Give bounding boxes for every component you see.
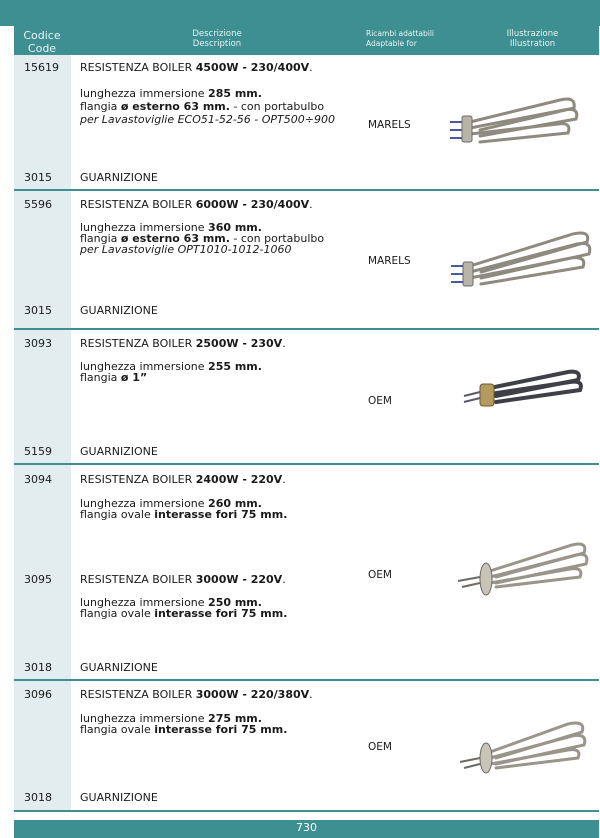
row1-compat-text: per Lavastoviglie ECO51-52-56 - OPT500÷900 (80, 113, 335, 126)
header-adaptable (366, 29, 466, 49)
row1-adaptable: MARELS (368, 119, 411, 131)
row5-gasket-code: 3018 (24, 791, 52, 804)
row5-gasket-label: GUARNIZIONE (80, 791, 158, 804)
header-description (72, 29, 362, 49)
row3-title-end: . (282, 337, 286, 350)
row1-length (80, 88, 370, 99)
header-desc-it: Descrizione (192, 29, 242, 39)
row2-title-text: RESISTENZA BOILER (80, 198, 196, 211)
row4-gasket-code: 3018 (24, 661, 52, 674)
heating-element-image (452, 712, 592, 777)
row1-flange-label: flangia (80, 100, 121, 113)
row4-adaptable: OEM (368, 569, 392, 581)
row4b-flange-value: interasse fori 75 mm. (154, 607, 288, 620)
row3-length-value: 255 mm. (208, 360, 262, 373)
row4-length-label: lunghezza immersione (80, 497, 209, 510)
header-code (14, 29, 70, 55)
row3-flange (80, 372, 370, 383)
row1-flange-value: ø esterno 63 mm. (120, 100, 230, 113)
row-separator (14, 679, 599, 681)
top-band (0, 0, 600, 26)
heating-element-image (440, 86, 590, 161)
heating-element-image (450, 535, 590, 600)
row-separator (14, 328, 599, 330)
row3-length-label: lunghezza immersione (80, 360, 209, 373)
row3-flange-value: ø 1” (120, 371, 148, 384)
row1-title-spec: 4500W - 230/400V (195, 61, 310, 74)
row3-title (80, 338, 370, 349)
row5-length-label: lunghezza immersione (80, 712, 209, 725)
row5-title-text: RESISTENZA BOILER (80, 688, 196, 701)
row4b-title-text: RESISTENZA BOILER (80, 573, 196, 586)
row1-flange (80, 101, 370, 112)
row5-title-end: . (309, 688, 313, 701)
row4b-title-spec: 3000W - 220V (195, 573, 283, 586)
row-separator (14, 463, 599, 465)
header-code-en: Code (27, 42, 57, 55)
row2-title-end: . (309, 198, 313, 211)
table-header (14, 26, 599, 55)
row1-length-label: lunghezza immersione (80, 87, 209, 100)
row4b-flange-label: flangia ovale (80, 607, 155, 620)
row2-flange-extra: - con portabulbo (229, 232, 325, 245)
row2-title (80, 199, 370, 210)
row2-flange-value: ø esterno 63 mm. (120, 232, 230, 245)
row3-flange-label: flangia (80, 371, 121, 384)
row3-code: 3093 (24, 337, 52, 350)
row4-gasket-label: GUARNIZIONE (80, 661, 158, 674)
row3-gasket-label: GUARNIZIONE (80, 445, 158, 458)
row2-gasket-code: 3015 (24, 304, 52, 317)
row2-flange-label: flangia (80, 232, 121, 245)
row1-title (80, 62, 370, 73)
row3-gasket-code: 5159 (24, 445, 52, 458)
header-desc-en: Description (192, 39, 242, 49)
row2-compat-text: per Lavastoviglie OPT1010-1012-1060 (80, 243, 292, 256)
row4-code: 3094 (24, 473, 52, 486)
row4b-code: 3095 (24, 573, 52, 586)
row2-code: 5596 (24, 198, 52, 211)
row1-code: 15619 (24, 61, 59, 74)
row4-title (80, 474, 370, 485)
row2-gasket-label: GUARNIZIONE (80, 304, 158, 317)
row2-compat (80, 244, 370, 255)
row1-gasket-code: 3015 (24, 171, 52, 184)
row4-length-value: 260 mm. (208, 497, 262, 510)
row5-flange-value: interasse fori 75 mm. (154, 723, 288, 736)
row4-title-end: . (282, 473, 286, 486)
row5-title-spec: 3000W - 220/380V (195, 688, 310, 701)
header-code-it: Codice (23, 29, 61, 42)
row4-title-text: RESISTENZA BOILER (80, 473, 196, 486)
row3-adaptable: OEM (368, 395, 392, 407)
header-adapt-en: Adaptable for (366, 39, 417, 48)
row2-title-spec: 6000W - 230/400V (195, 198, 310, 211)
row-separator (14, 810, 599, 812)
row-separator (14, 189, 599, 191)
header-illus-it: Illustrazione (506, 29, 559, 39)
row3-title-spec: 2500W - 230V (195, 337, 283, 350)
row5-flange (80, 724, 370, 735)
row1-title-text: RESISTENZA BOILER (80, 61, 196, 74)
row2-adaptable: MARELS (368, 255, 411, 267)
row4b-title-end: . (282, 573, 286, 586)
row2-length-label: lunghezza immersione (80, 221, 209, 234)
row4b-length-value: 250 mm. (208, 596, 262, 609)
row4-title-spec: 2400W - 220V (195, 473, 283, 486)
row4-flange-value: interasse fori 75 mm. (154, 508, 288, 521)
header-adapt-it: Ricambi adattabili (366, 29, 434, 38)
row1-flange-extra: - con portabulbo (229, 100, 325, 113)
row4-flange (80, 509, 370, 520)
heating-element-image (458, 362, 588, 417)
row4b-length-label: lunghezza immersione (80, 596, 209, 609)
header-illus-en: Illustration (509, 39, 556, 49)
row2-length-value: 360 mm. (208, 221, 262, 234)
row4b-flange (80, 608, 370, 619)
row4-flange-label: flangia ovale (80, 508, 155, 521)
row5-adaptable: OEM (368, 741, 392, 753)
row3-title-text: RESISTENZA BOILER (80, 337, 196, 350)
heating-element-image (445, 222, 595, 297)
row1-gasket-label: GUARNIZIONE (80, 171, 158, 184)
row4b-title (80, 574, 370, 585)
row5-title (80, 689, 370, 700)
row1-length-value: 285 mm. (208, 87, 262, 100)
row5-flange-label: flangia ovale (80, 723, 155, 736)
row1-title-end: . (309, 61, 313, 74)
row5-length-value: 275 mm. (208, 712, 262, 725)
row1-compat (80, 114, 370, 125)
header-illustration (470, 29, 595, 49)
page-number: 730 (14, 820, 599, 838)
row5-code: 3096 (24, 688, 52, 701)
